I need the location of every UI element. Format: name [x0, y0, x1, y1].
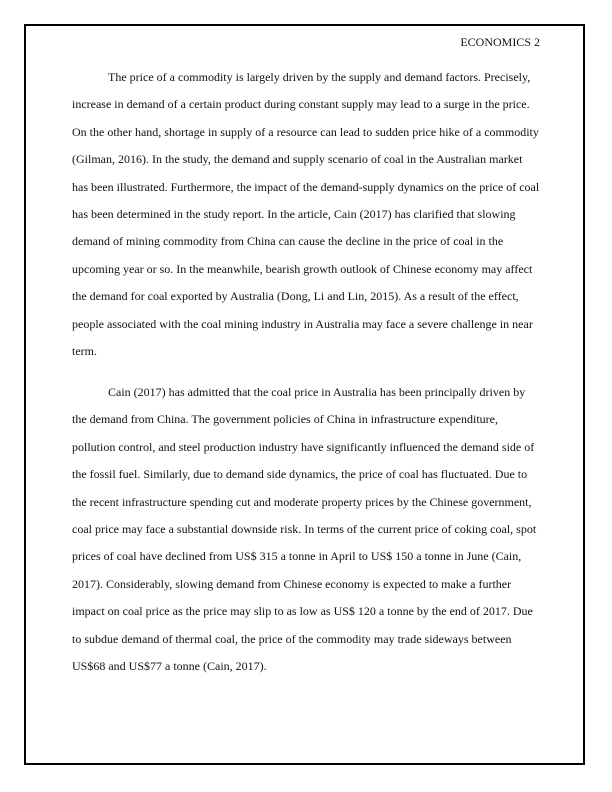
text-line: coal price may face a substantial downside risk. In terms of the current price of coking coal, spot [72, 521, 537, 536]
text-line: US$68 and US$77 a tonne (Cain, 2017). [72, 658, 267, 673]
text-line: prices of coal have declined from US$ 315 a tonne in April to US$ 150 a tonne in June (Cain, [72, 549, 522, 564]
text-line: the demand from China. The government policies of China in infrastructure expenditure, [72, 412, 498, 427]
text-line: the fossil fuel. Similarly, due to demand side dynamics, the price of coal has fluctuated. Due to [72, 467, 528, 482]
text-line: Cain (2017) has admitted that the coal price in Australia has been principally driven by [108, 385, 526, 399]
text-line: 2017). Considerably, slowing demand from Chinese economy is expected to make a further [72, 576, 512, 591]
text-line: On the other hand, shortage in supply of a resource can lead to sudden price hike of a commodity [72, 124, 539, 139]
text-line: pollution control, and steel production industry have significantly influenced the demand side of [72, 439, 535, 454]
text-line: (Gilman, 2016). In the study, the demand and supply scenario of coal in the Australian market [72, 152, 523, 167]
text-line: upcoming year or so. In the meanwhile, bearish growth outlook of Chinese economy may affect [72, 261, 533, 276]
text-line: increase in demand of a certain product during constant supply may lead to a surge in the price. [72, 97, 530, 112]
text-line: has been illustrated. Furthermore, the impact of the demand-supply dynamics on the price of coal [72, 179, 540, 194]
text-line: people associated with the coal mining industry in Australia may face a severe challenge in near [72, 316, 533, 331]
text-line: the demand for coal exported by Australia (Dong, Li and Lin, 2015). As a result of the effect, [72, 289, 519, 304]
text-line: impact on coal price as the price may slip to as low as US$ 120 a tonne by the end of 2017. Due [72, 604, 533, 619]
text-line: has been determined in the study report. In the article, Cain (2017) has clarified that slowing [72, 206, 516, 221]
text-line: to subdue demand of thermal coal, the price of the commodity may trade sideways between [72, 631, 512, 646]
text-line: the recent infrastructure spending cut and moderate property prices by the Chinese government, [72, 494, 532, 509]
running-head: ECONOMICS 2 [460, 35, 540, 49]
text-line: demand of mining commodity from China can cause the decline in the price of coal in the [72, 234, 504, 249]
text-line: The price of a commodity is largely driven by the supply and demand factors. Precisely, [108, 70, 531, 84]
paragraph-1 [72, 64, 542, 365]
text-line: term. [72, 343, 97, 358]
paragraph-2 [72, 379, 542, 680]
